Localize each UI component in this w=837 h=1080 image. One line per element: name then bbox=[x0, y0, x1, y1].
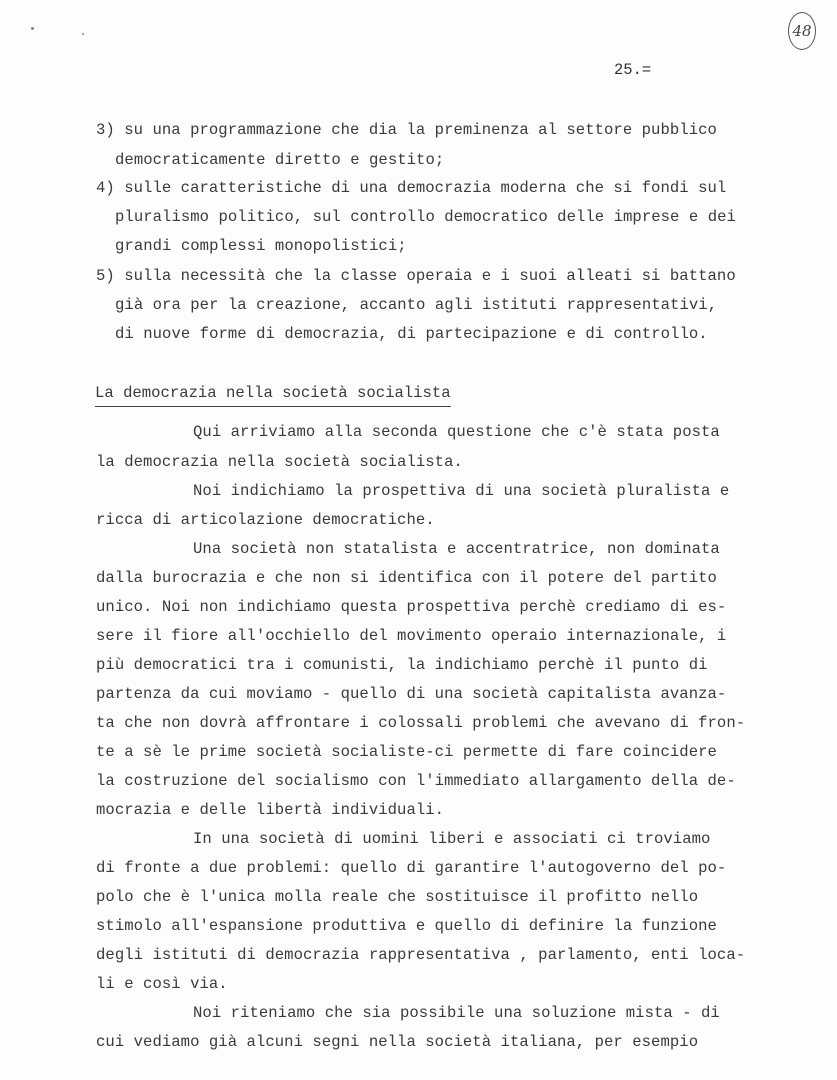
text-line: li e così via. bbox=[96, 975, 228, 993]
text-line: già ora per la creazione, accanto agli istituti rappresentativi, bbox=[115, 296, 718, 314]
text-line: pluralismo politico, sul controllo democratico delle imprese e dei bbox=[115, 208, 736, 226]
archive-page-mark: 48 bbox=[788, 12, 816, 50]
text-line: 5) sulla necessità che la classe operaia e i suoi alleati si battano bbox=[96, 267, 736, 285]
text-line: te a sè le prime società socialiste-ci permette di fare coincidere bbox=[96, 743, 717, 761]
section-heading: La democrazia nella società socialista bbox=[95, 383, 451, 407]
paper-speck bbox=[82, 33, 84, 35]
text-line: di fronte a due problemi: quello di garantire l'autogoverno del po- bbox=[96, 859, 727, 877]
text-line: la costruzione del socialismo con l'immediato allargamento della de- bbox=[96, 772, 736, 790]
text-line: sere il fiore all'occhiello del movimento operaio internazionale, i bbox=[96, 627, 727, 645]
text-line: In una società di uomini liberi e associati ci troviamo bbox=[193, 830, 711, 848]
text-line: polo che è l'unica molla reale che sostituisce il profitto nello bbox=[96, 888, 699, 906]
text-line: ricca di articolazione democratiche. bbox=[96, 511, 435, 529]
page-number: 25.= bbox=[614, 61, 652, 79]
text-line: partenza da cui moviamo - quello di una società capitalista avanza- bbox=[96, 685, 727, 703]
text-line: Una società non statalista e accentratrice, non dominata bbox=[193, 540, 720, 558]
text-line: unico. Noi non indichiamo questa prospettiva perchè crediamo di es- bbox=[96, 598, 727, 616]
text-line: grandi complessi monopolistici; bbox=[115, 237, 407, 255]
text-line: democraticamente diretto e gestito; bbox=[115, 151, 445, 169]
text-line: 4) sulle caratteristiche di una democrazia moderna che si fondi sul bbox=[96, 179, 727, 197]
text-line: stimolo all'espansione produttiva e quello di definire la funzione bbox=[96, 917, 717, 935]
text-line: mocrazia e delle libertà individuali. bbox=[96, 801, 445, 819]
text-line: ta che non dovrà affrontare i colossali problemi che avevano di fron- bbox=[96, 714, 746, 732]
text-line: di nuove forme di democrazia, di partecipazione e di controllo. bbox=[115, 325, 708, 343]
text-line: dalla burocrazia e che non si identifica con il potere del partito bbox=[96, 569, 717, 587]
text-line: cui vediamo già alcuni segni nella società italiana, per esempio bbox=[96, 1033, 699, 1051]
text-line: Noi indichiamo la prospettiva di una società pluralista e bbox=[193, 482, 730, 500]
text-line: la democrazia nella società socialista. bbox=[96, 453, 463, 471]
text-line: Noi riteniamo che sia possibile una soluzione mista - di bbox=[193, 1004, 720, 1022]
paper-speck bbox=[31, 27, 34, 30]
text-line: degli istituti di democrazia rappresentativa , parlamento, enti loca- bbox=[96, 946, 746, 964]
text-line: Qui arriviamo alla seconda questione che c'è stata posta bbox=[193, 423, 720, 441]
text-line: più democratici tra i comunisti, la indichiamo perchè il punto di bbox=[96, 656, 708, 674]
text-line: 3) su una programmazione che dia la preminenza al settore pubblico bbox=[96, 121, 717, 139]
